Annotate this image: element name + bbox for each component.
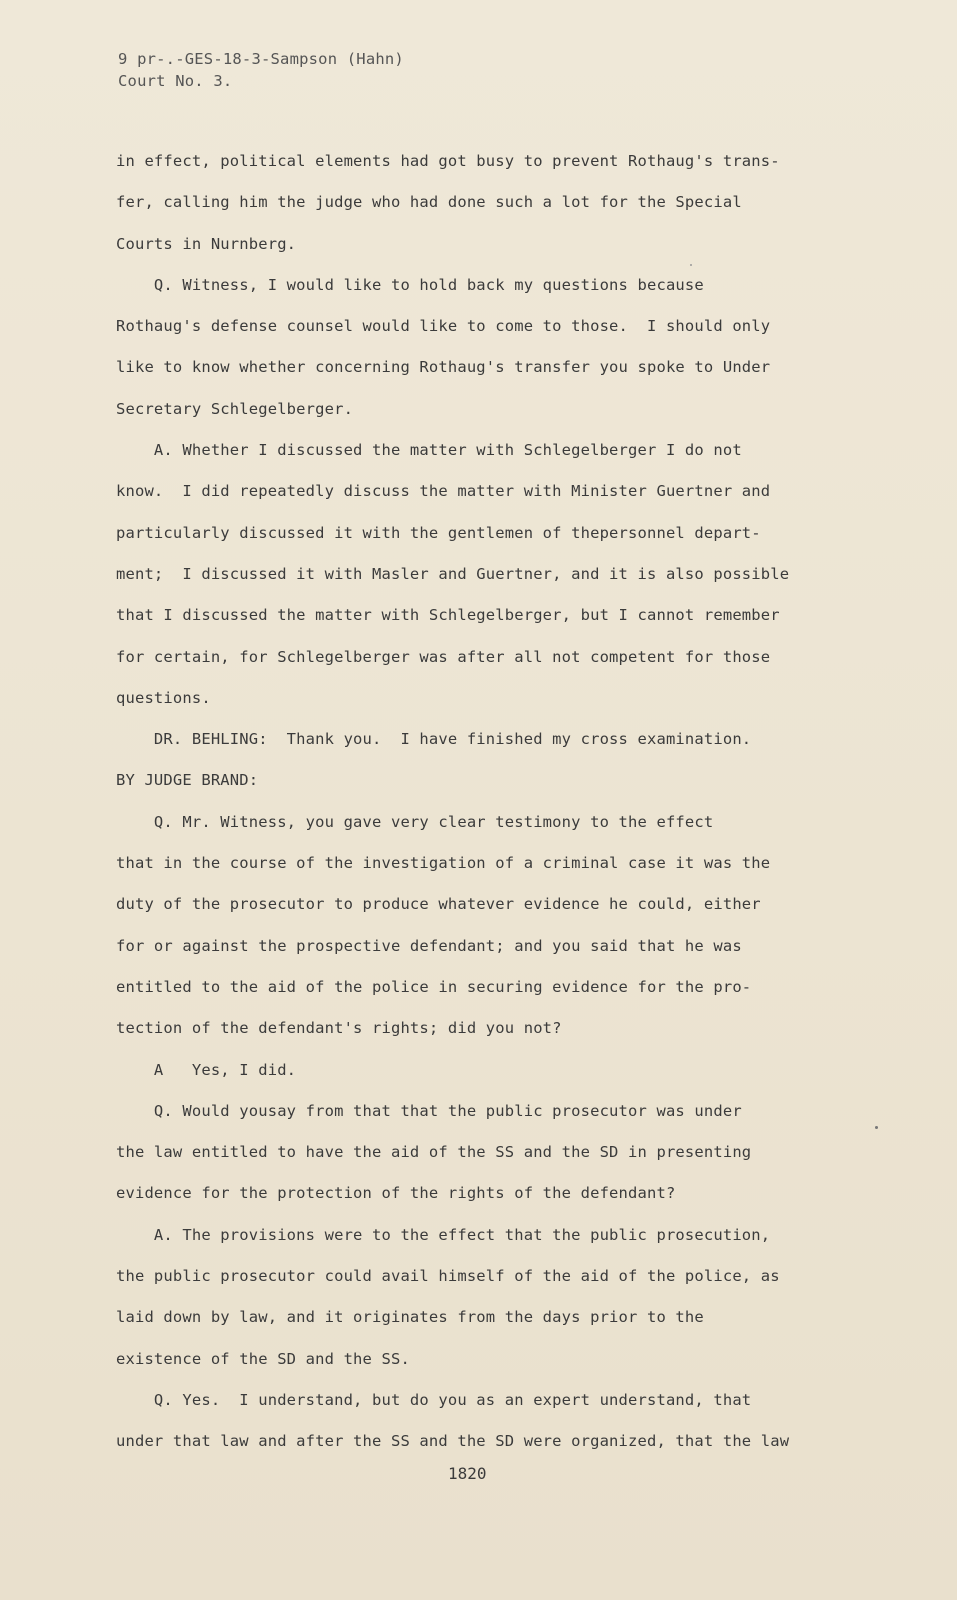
text-line: Q. Mr. Witness, you gave very clear testimony to the effect [116, 812, 714, 831]
text-line: Q. Yes. I understand, but do you as an expert understand, that [116, 1390, 752, 1409]
text-line: Q. Would yousay from that that the public prosecutor was under [116, 1101, 742, 1120]
text-line: under that law and after the SS and the SD were organized, that the law [116, 1432, 790, 1451]
text-line: Secretary Schlegelberger. [116, 399, 354, 418]
text-line: the law entitled to have the aid of the SS and the SD in presenting [116, 1143, 752, 1162]
text-line: like to know whether concerning Rothaug's transfer you spoke to Under [116, 358, 771, 377]
text-line: BY JUDGE BRAND: [116, 771, 259, 790]
text-line: DR. BEHLING: Thank you. I have finished my cross examination. [116, 730, 752, 749]
paper-speck [690, 264, 692, 266]
text-line: for or against the prospective defendant; and you said that he was [116, 936, 742, 955]
text-line: questions. [116, 688, 211, 707]
header-court: Court No. 3. [118, 72, 233, 90]
text-line: duty of the prosecutor to produce whatever evidence he could, either [116, 895, 761, 914]
text-line: A. Whether I discussed the matter with Schlegelberger I do not [116, 441, 742, 460]
transcript-body [116, 149, 846, 1471]
text-line: tection of the defendant's rights; did you not? [116, 1019, 562, 1038]
text-line: A. The provisions were to the effect that the public prosecution, [116, 1225, 771, 1244]
document-header [118, 48, 404, 92]
header-reference: 9 pr-.-GES-18-3-Sampson (Hahn) [118, 50, 404, 68]
text-line: ment; I discussed it with Masler and Guertner, and it is also possible [116, 564, 790, 583]
text-line: evidence for the protection of the rights of the defendant? [116, 1184, 676, 1203]
page-number: 1820 [448, 1464, 487, 1483]
text-line: Rothaug's defense counsel would like to come to those. I should only [116, 317, 771, 336]
text-line: A Yes, I did. [116, 1060, 297, 1079]
text-line: in effect, political elements had got busy to prevent Rothaug's trans- [116, 152, 780, 170]
paper-speck [875, 1126, 878, 1129]
text-line: that in the course of the investigation of a criminal case it was the [116, 854, 771, 873]
text-line: laid down by law, and it originates from the days prior to the [116, 1308, 704, 1327]
text-line: fer, calling him the judge who had done such a lot for the Special [116, 193, 742, 212]
text-line: the public prosecutor could avail himself of the aid of the police, as [116, 1267, 780, 1286]
text-line: Courts in Nurnberg. [116, 234, 297, 253]
text-line: existence of the SD and the SS. [116, 1349, 410, 1368]
text-line: entitled to the aid of the police in securing evidence for the pro- [116, 977, 752, 996]
text-line: particularly discussed it with the gentlemen of thepersonnel depart- [116, 523, 761, 542]
text-line: that I discussed the matter with Schlegelberger, but I cannot remember [116, 606, 780, 625]
text-line: for certain, for Schlegelberger was after all not competent for those [116, 647, 771, 666]
text-line: Q. Witness, I would like to hold back my questions because [116, 275, 704, 294]
text-line: know. I did repeatedly discuss the matter with Minister Guertner and [116, 482, 771, 501]
